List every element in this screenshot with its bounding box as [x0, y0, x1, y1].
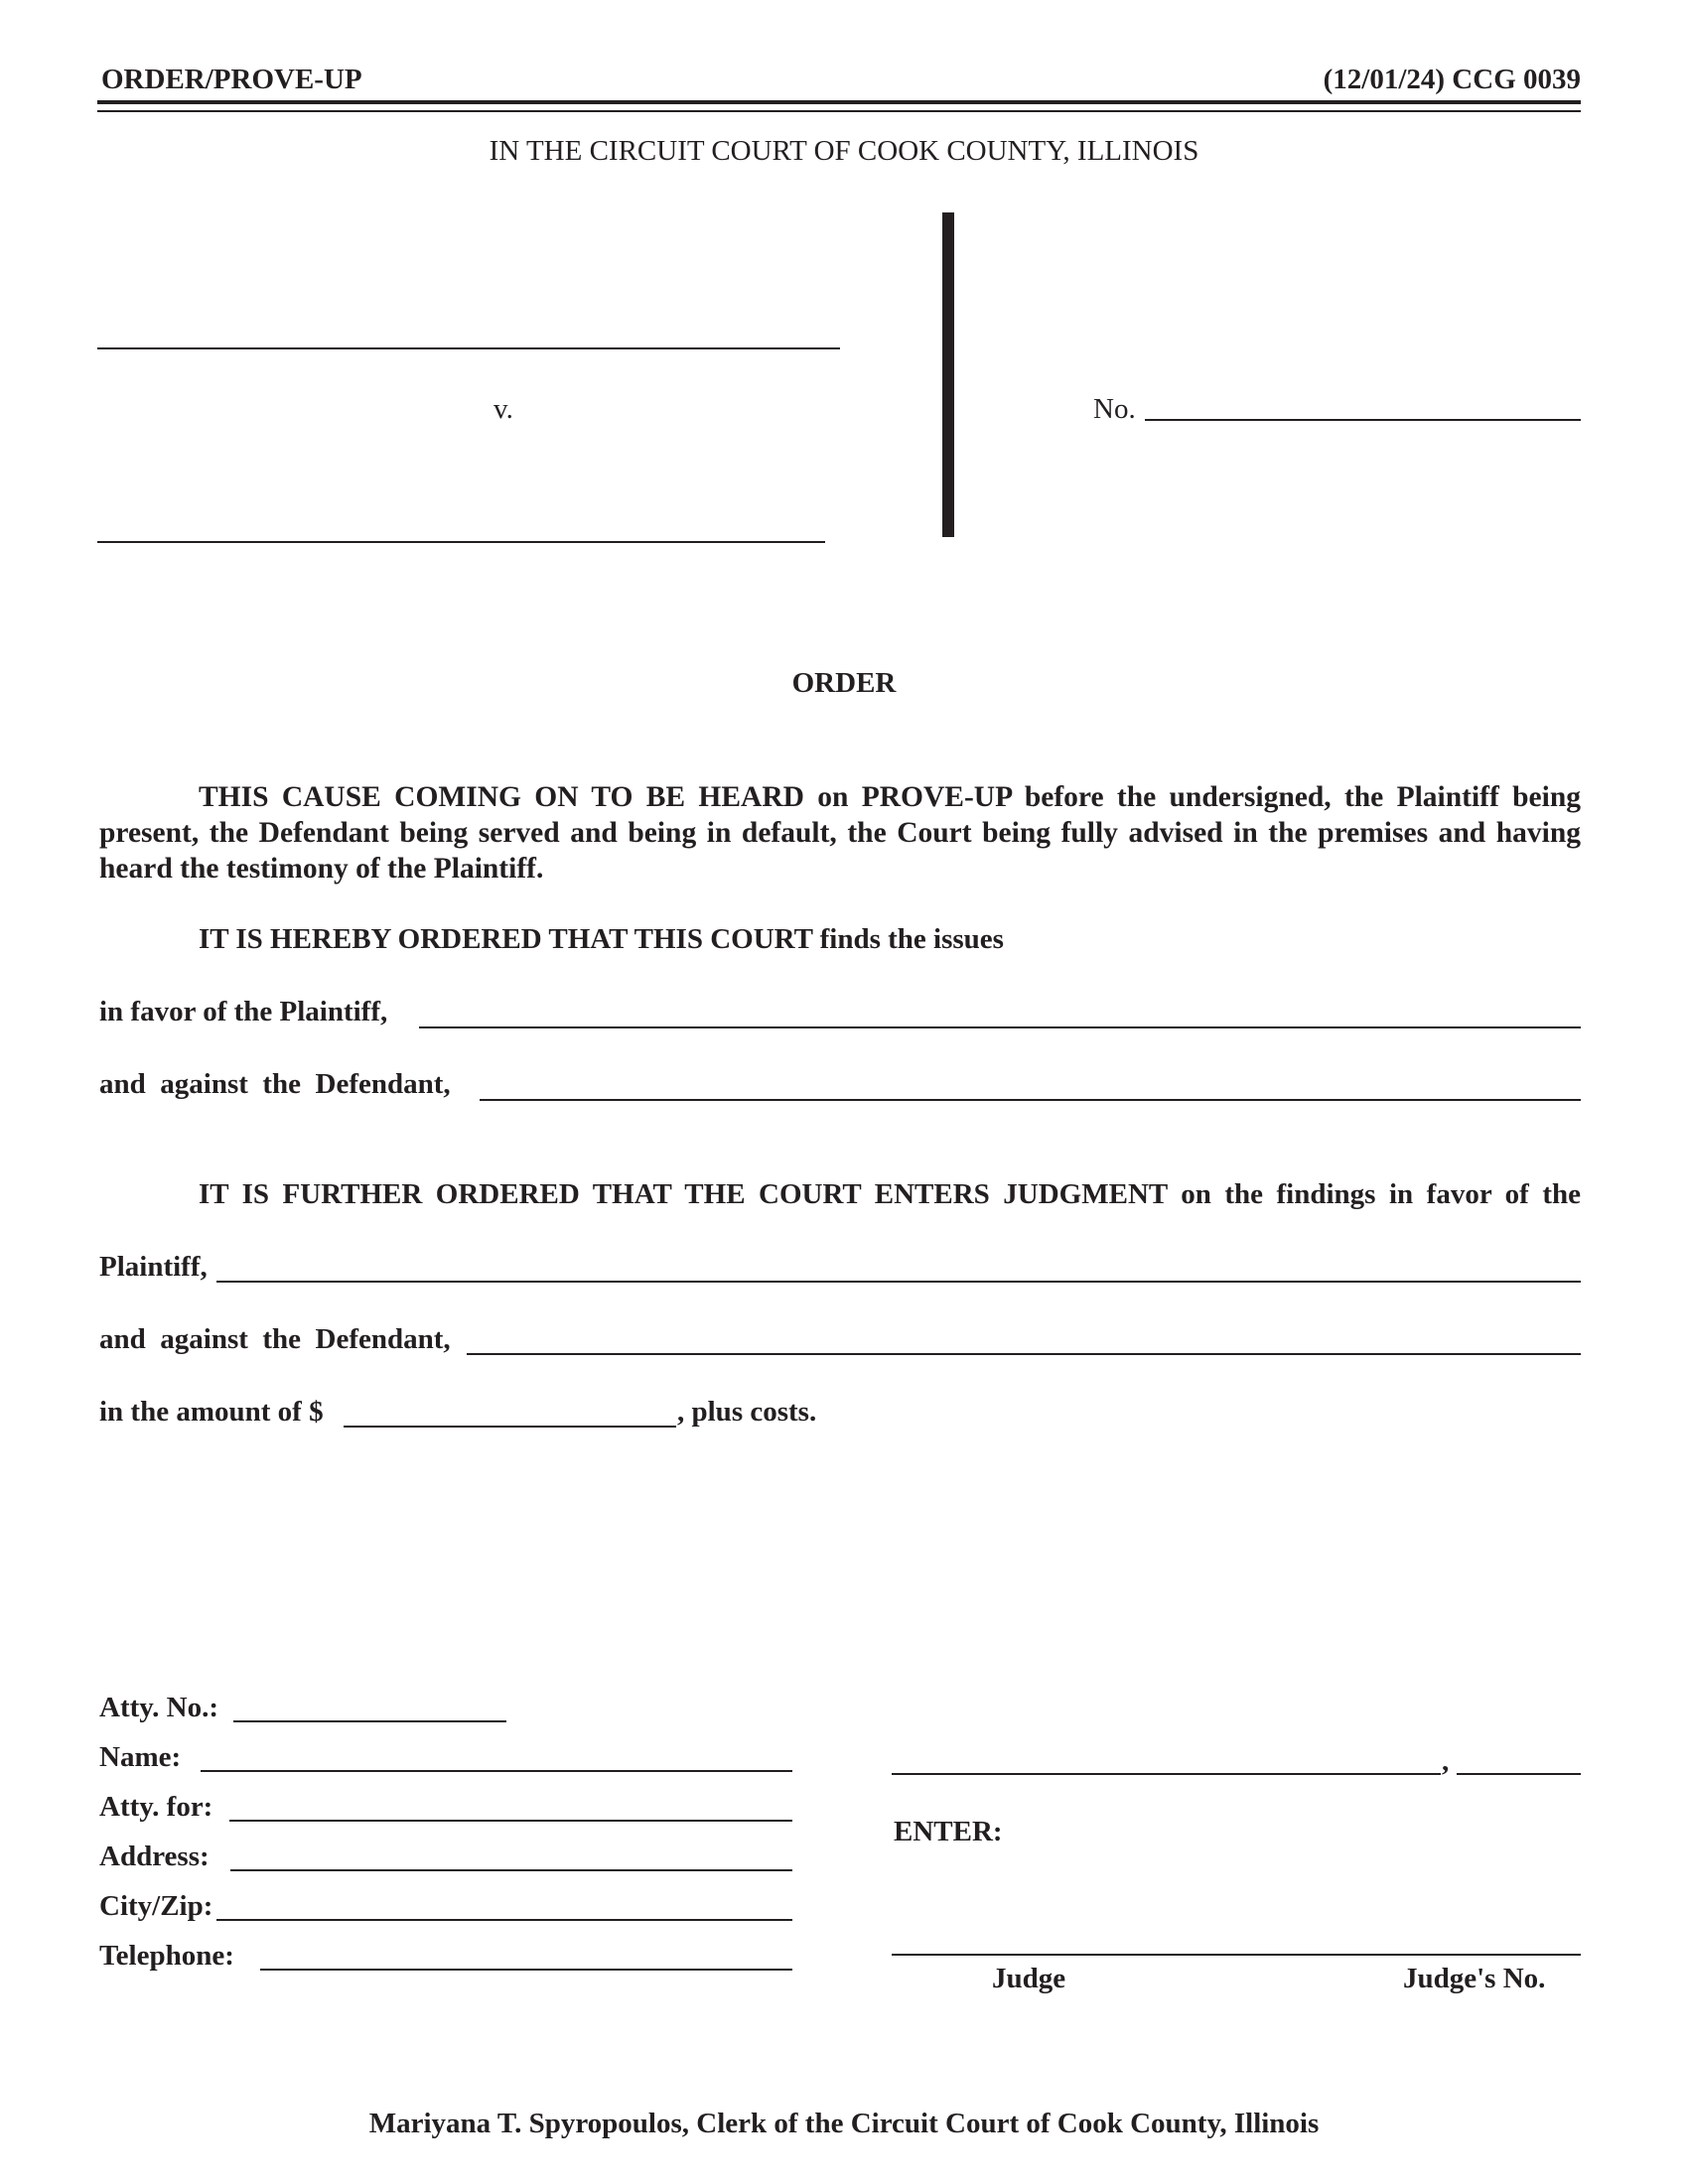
versus-label: v. — [493, 393, 513, 425]
signature-comma: , — [1442, 1745, 1450, 1777]
ordered-paragraph: IT IS HEREBY ORDERED THAT THIS COURT finds the issues — [199, 923, 1004, 955]
plaintiff-name-field[interactable] — [97, 347, 840, 349]
case-no-label: No. — [1093, 393, 1136, 425]
judgment-defendant-label: and against the Defendant, — [99, 1323, 451, 1355]
defendant-name-field[interactable] — [97, 541, 825, 543]
plus-costs-label: , plus costs. — [677, 1396, 817, 1428]
city-zip-field[interactable] — [216, 1919, 792, 1921]
header-rule-thick — [97, 100, 1581, 104]
form-code: (12/01/24) CCG 0039 — [1323, 64, 1581, 95]
name-label: Name: — [99, 1741, 182, 1773]
atty-no-label: Atty. No.: — [99, 1692, 219, 1723]
judge-no-label: Judge's No. — [1403, 1963, 1546, 1994]
atty-no-field[interactable] — [233, 1720, 506, 1722]
amount-field[interactable] — [344, 1426, 676, 1428]
address-field[interactable] — [230, 1869, 792, 1871]
case-number-field[interactable] — [1145, 419, 1581, 421]
judgment-defendant-field[interactable] — [467, 1353, 1581, 1355]
enter-label: ENTER: — [894, 1816, 1003, 1847]
date-signature-field[interactable] — [892, 1773, 1441, 1775]
amount-label: in the amount of $ — [99, 1396, 324, 1428]
judge-signature-field[interactable] — [892, 1954, 1581, 1956]
against-defendant-label: and against the Defendant, — [99, 1068, 451, 1100]
atty-for-label: Atty. for: — [99, 1791, 213, 1823]
form-title: ORDER/PROVE-UP — [101, 64, 362, 95]
judgment-plaintiff-field[interactable] — [216, 1281, 1581, 1283]
telephone-field[interactable] — [260, 1969, 792, 1971]
judge-label: Judge — [992, 1963, 1066, 1994]
telephone-label: Telephone: — [99, 1940, 234, 1972]
against-defendant-field[interactable] — [480, 1099, 1581, 1101]
favor-plaintiff-field[interactable] — [419, 1026, 1581, 1028]
atty-for-field[interactable] — [229, 1820, 792, 1822]
address-label: Address: — [99, 1841, 210, 1872]
year-field[interactable] — [1457, 1773, 1581, 1775]
cause-paragraph: THIS CAUSE COMING ON TO BE HEARD on PROVE-UP before the undersigned, the Plaintiff being present, the Defendant being served and being in default, the Court being fully advised in the premises and having heard the testimony of the Plaintiff. — [99, 781, 1581, 885]
header-rule-thin — [97, 110, 1581, 112]
name-field[interactable] — [201, 1770, 792, 1772]
clerk-footer: Mariyana T. Spyropoulos, Clerk of the Circuit Court of Cook County, Illinois — [368, 2108, 1320, 2139]
court-title: IN THE CIRCUIT COURT OF COOK COUNTY, ILLINOIS — [489, 135, 1199, 167]
caption-divider — [942, 212, 954, 537]
judgment-plaintiff-label: Plaintiff, — [99, 1251, 208, 1283]
city-zip-label: City/Zip: — [99, 1890, 213, 1922]
judgment-paragraph: IT IS FURTHER ORDERED THAT THE COURT ENTERS JUDGMENT on the findings in favor of the — [199, 1178, 1581, 1210]
order-title: ORDER — [791, 667, 897, 699]
favor-plaintiff-label: in favor of the Plaintiff, — [99, 996, 388, 1027]
